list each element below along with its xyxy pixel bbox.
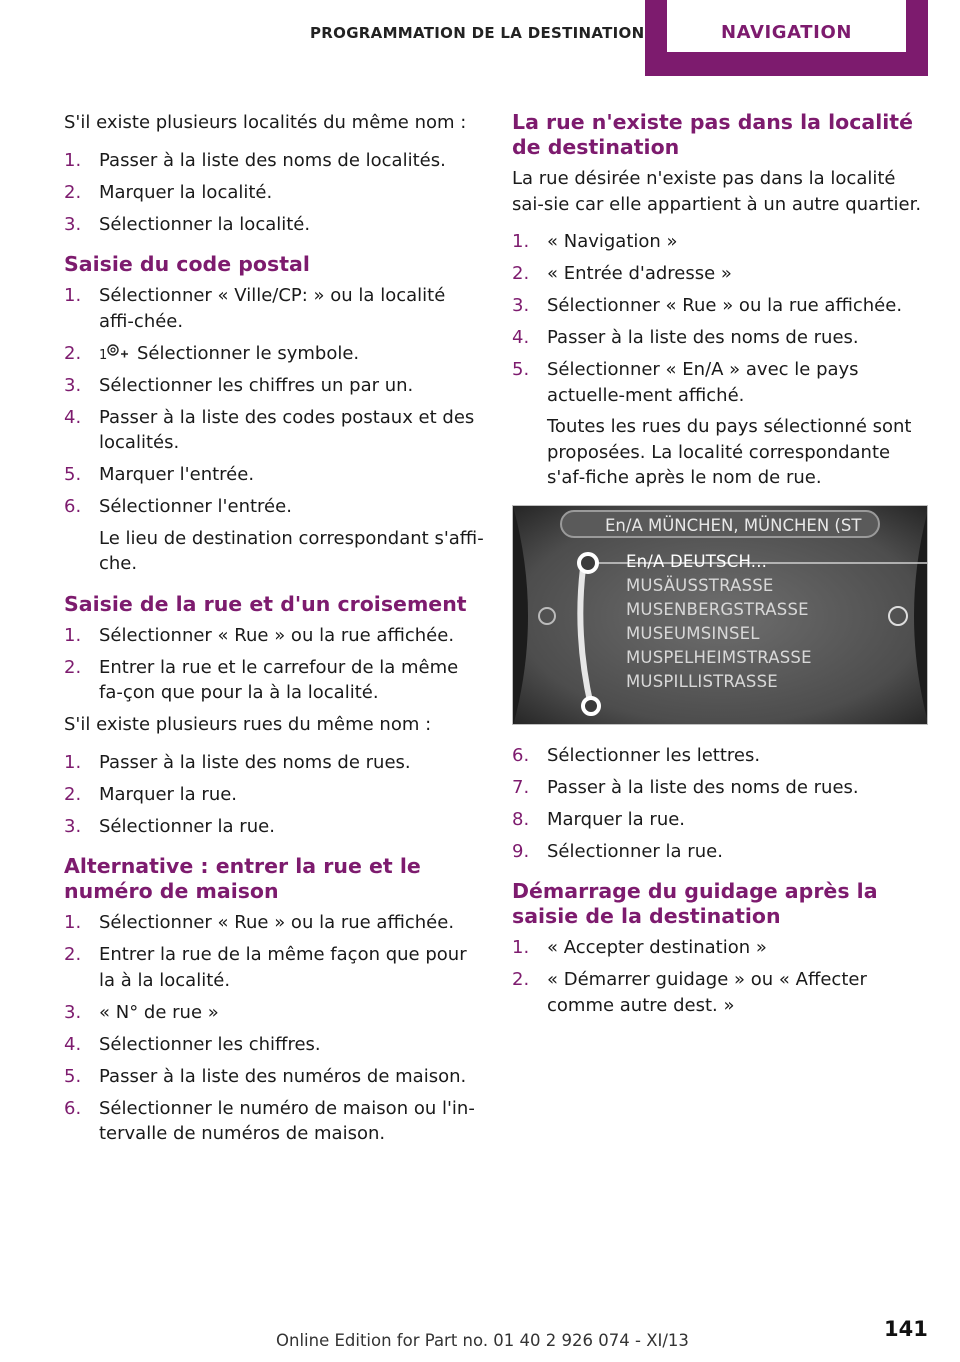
display-list-item: MUSENBERGSTRASSE <box>626 599 809 619</box>
list-item: 1. Sélectionner « Rue » ou la rue affichée. <box>64 912 455 933</box>
list-item: 2. Marquer la localité. <box>64 181 273 203</box>
list-item: 3. Sélectionner « Rue » ou la rue affichée. <box>512 295 903 316</box>
list-item: 1. Sélectionner « Ville/CP: » ou la localité affi‐chée. <box>64 285 446 332</box>
list-item: 5. Sélectionner « En/A » avec le pays actuelle‐ment affiché. Toutes les rues du pays sélectionné sont proposées. La localité correspondante s'af‐fiche après le nom de rue. <box>512 357 928 491</box>
postal-steps <box>64 283 484 577</box>
navigation-display-screenshot <box>512 505 928 725</box>
list-item: 7. Passer à la liste des noms de rues. <box>512 776 859 798</box>
edition-line: Online Edition for Part no. 01 40 2 926 074 - XI/13 <box>276 1331 689 1350</box>
street-multi-paragraph: S'il existe plusieurs rues du même nom : <box>64 714 432 735</box>
list-item: 2. Entrer la rue et le carrefour de la même fa‐çon que pour la à la localité. <box>64 656 459 703</box>
list-item: 4. Sélectionner les chiffres. <box>64 1033 321 1055</box>
heading-postal-code: Saisie du code postal <box>64 252 310 276</box>
page-number: 141 <box>884 1317 928 1341</box>
heading-street: Saisie de la rue et d'un croisement <box>64 591 467 616</box>
step-note: Toutes les rues du pays sélectionné sont proposées. La localité correspondante s'af‐fiche après le nom de rue. <box>547 416 912 488</box>
heading-alternative: Alternative : entrer la rue et le numéro de maison <box>64 854 421 903</box>
list-item: 6. Sélectionner les lettres. <box>512 744 761 766</box>
list-item: 1. Passer à la liste des noms de rues. <box>64 751 411 773</box>
chapter-tab <box>645 0 928 76</box>
list-item: 1. Passer à la liste des noms de localités. <box>64 149 446 171</box>
alternative-steps <box>64 910 484 1147</box>
list-item: 2. Entrer la rue de la même façon que pour la à la localité. <box>64 944 467 991</box>
list-item: 2. 1 Sélectionner le symbole. <box>64 342 360 364</box>
streets-steps <box>64 750 484 840</box>
list-item: 4. Passer à la liste des codes postaux et des localités. <box>64 406 475 453</box>
street-missing-steps <box>512 229 928 491</box>
list-item: 4. Passer à la liste des noms de rues. <box>512 327 859 348</box>
display-list-item: MUSEUMSINSEL <box>626 623 760 643</box>
list-item: 5. Passer à la liste des numéros de maison. <box>64 1065 467 1087</box>
postal-code-symbol-icon <box>99 342 129 362</box>
list-item: 1. « Accepter destination » <box>512 937 767 958</box>
localities-steps <box>64 148 484 238</box>
chapter-tab-label: NAVIGATION <box>720 22 853 43</box>
list-item: 1. « Navigation » <box>512 231 678 252</box>
list-item: 2. « Entrée d'adresse » <box>512 263 732 284</box>
heading-street-missing: La rue n'existe pas dans la localité de destination <box>512 110 913 159</box>
list-item: 1. Sélectionner « Rue » ou la rue affichée. <box>64 624 455 646</box>
section-title: PROGRAMMATION DE LA DESTINATION <box>310 24 645 42</box>
heading-start-guidance: Démarrage du guidage après la saisie de la destination <box>512 879 878 928</box>
display-list-item: MUSÄUSSTRASSE <box>626 575 774 595</box>
list-item: 2. Marquer la rue. <box>64 783 238 805</box>
list-item: 6. Sélectionner l'entrée. Le lieu de destination correspondant s'affi‐che. <box>64 494 484 577</box>
list-item: 3. « N° de rue » <box>64 1001 219 1023</box>
display-header-line: En/A MÜNCHEN, MÜNCHEN (ST <box>605 515 862 535</box>
left-column <box>64 110 484 1155</box>
list-item: 6. Sélectionner le numéro de maison ou l'in‐tervalle de numéros de maison. <box>64 1097 475 1144</box>
display-selected-item: En/A DEUTSCH... <box>626 551 768 571</box>
list-item: 3. Sélectionner la rue. <box>64 815 275 837</box>
list-item: 8. Marquer la rue. <box>512 808 686 830</box>
display-list-item: MUSPILLISTRASSE <box>626 671 778 691</box>
list-item: 3. Sélectionner les chiffres un par un. <box>64 374 414 396</box>
right-column <box>512 110 928 1026</box>
intro-paragraph: S'il existe plusieurs localités du même nom : <box>64 112 467 133</box>
list-item: 9. Sélectionner la rue. <box>512 840 723 862</box>
street-steps <box>64 623 484 706</box>
start-guidance-steps <box>512 935 928 1018</box>
list-item: 5. Marquer l'entrée. <box>64 464 255 485</box>
step-note: Le lieu de destination correspondant s'affi‐che. <box>99 527 484 574</box>
street-missing-steps-continued <box>512 743 928 865</box>
list-item: 3. Sélectionner la localité. <box>64 213 311 235</box>
list-item: 2. « Démarrer guidage » ou « Affecter comme autre dest. » <box>512 969 867 1016</box>
street-missing-paragraph: La rue désirée n'existe pas dans la localité sai‐sie car elle appartient à un autre quartier. <box>512 168 922 215</box>
svg-text:1: 1 <box>99 347 108 362</box>
display-list-item: MUSPELHEIMSTRASSE <box>626 647 812 667</box>
